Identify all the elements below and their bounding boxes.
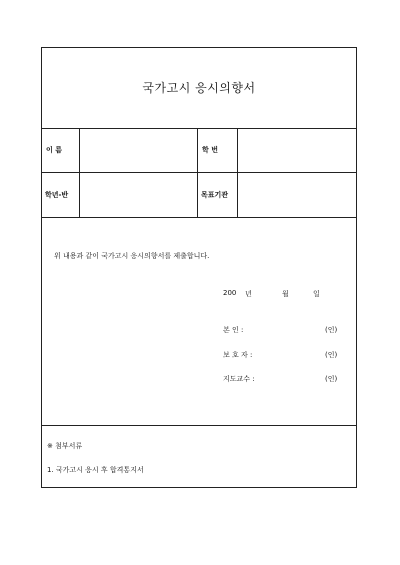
signature-guardian-seal: (인) bbox=[325, 351, 338, 359]
date-year-unit: 년 bbox=[245, 290, 252, 298]
attachment-item: 1. 국가고시 응시 후 합격통지서 bbox=[47, 466, 144, 474]
grade-class-label: 학년-반 bbox=[45, 191, 69, 199]
divider bbox=[197, 173, 198, 217]
form-title: 국가고시 응시의향서 bbox=[142, 80, 256, 95]
divider bbox=[197, 128, 198, 172]
student-id-field[interactable] bbox=[238, 128, 356, 172]
date-month-unit: 월 bbox=[282, 290, 289, 298]
grade-class-label-cell bbox=[45, 173, 79, 217]
grade-class-field[interactable] bbox=[80, 173, 197, 217]
attachments-divider bbox=[42, 425, 356, 426]
signature-guardian-label: 보 호 자 : bbox=[223, 351, 253, 359]
date-day-unit: 일 bbox=[313, 290, 320, 298]
student-id-label: 학 번 bbox=[202, 146, 218, 154]
signature-advisor-label: 지도교수 : bbox=[223, 375, 255, 383]
target-institution-label-cell bbox=[201, 173, 237, 217]
statement-text: 위 내용과 같이 국가고시 응시의향서를 제출합니다. bbox=[54, 252, 210, 260]
info-row-name bbox=[42, 128, 356, 173]
date-year: 200 bbox=[223, 289, 237, 297]
name-field[interactable] bbox=[80, 128, 197, 172]
title-row bbox=[42, 48, 356, 129]
info-row-grade bbox=[42, 173, 356, 218]
signature-self-seal: (인) bbox=[325, 326, 338, 334]
name-label-cell bbox=[46, 128, 78, 172]
signature-advisor-seal: (인) bbox=[325, 375, 338, 383]
student-id-label-cell bbox=[202, 128, 236, 172]
attachments-heading: ※ 첨부서류 bbox=[47, 442, 83, 450]
signature-self-label: 본 인 : bbox=[223, 326, 244, 334]
target-institution-label: 목표기관 bbox=[201, 191, 229, 199]
name-label: 이 름 bbox=[46, 146, 62, 154]
target-institution-field[interactable] bbox=[238, 173, 356, 217]
application-form bbox=[41, 47, 357, 488]
